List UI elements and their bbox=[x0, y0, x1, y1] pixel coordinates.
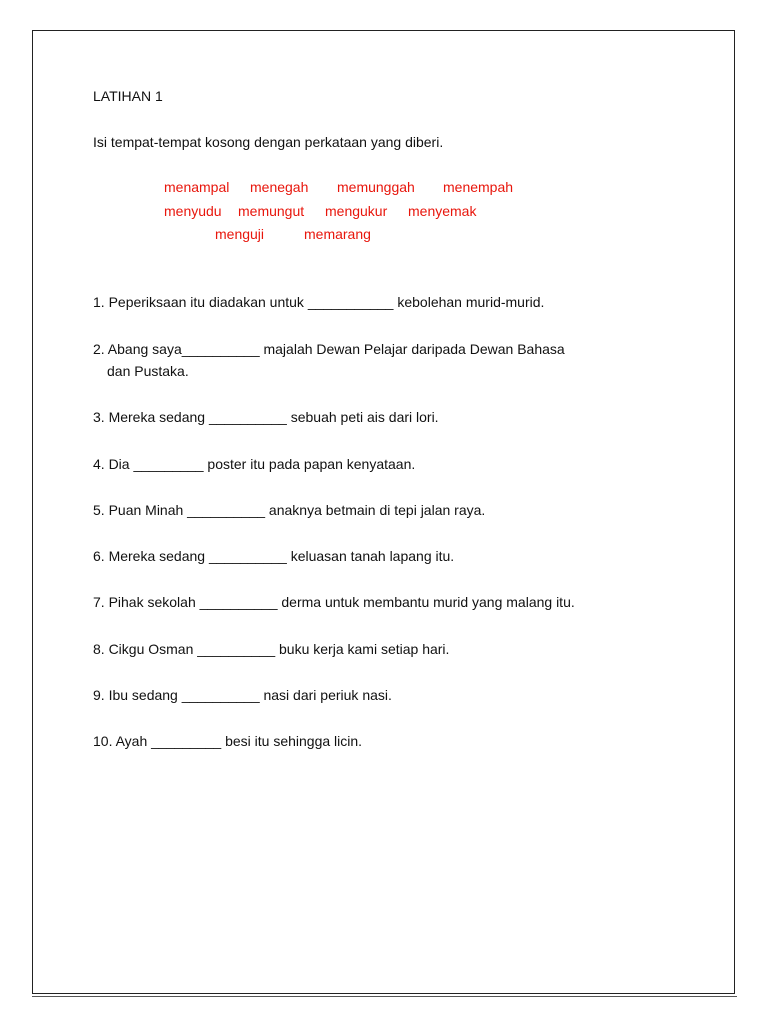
word-bank-item: memarang bbox=[304, 226, 371, 242]
word-bank-item: memungut bbox=[238, 203, 305, 219]
word-bank-item: memunggah bbox=[337, 179, 415, 195]
question-continuation: dan Pustaka. bbox=[107, 363, 189, 379]
question-item: 9. Ibu sedang __________ nasi dari periuk nasi. bbox=[93, 687, 392, 703]
word-bank-item: menguji bbox=[215, 226, 265, 242]
frame-bottom-rule bbox=[32, 996, 737, 997]
instruction-text: Isi tempat-tempat kosong dengan perkataan yang diberi. bbox=[93, 134, 444, 150]
question-item: 10. Ayah _________ besi itu sehingga licin. bbox=[93, 733, 363, 749]
question-item bbox=[93, 338, 565, 382]
word-bank-item: mengukur bbox=[325, 203, 388, 219]
word-bank-item: menempah bbox=[443, 179, 514, 195]
word-bank-item: menyemak bbox=[408, 203, 477, 219]
question-item: 6. Mereka sedang __________ keluasan tanah lapang itu. bbox=[93, 548, 455, 564]
question-item: 1. Peperiksaan itu diadakan untuk ___________ kebolehan murid-murid. bbox=[93, 294, 545, 310]
word-bank-item: menyudu bbox=[164, 203, 222, 219]
question-item: 5. Puan Minah __________ anaknya betmain di tepi jalan raya. bbox=[93, 502, 486, 518]
exercise-title: LATIHAN 1 bbox=[93, 88, 163, 104]
question-item: 7. Pihak sekolah __________ derma untuk membantu murid yang malang itu. bbox=[93, 594, 575, 610]
word-bank-item: menegah bbox=[250, 179, 309, 195]
question-item: 4. Dia _________ poster itu pada papan kenyataan. bbox=[93, 456, 416, 472]
question-line: 2. Abang saya__________ majalah Dewan Pelajar daripada Dewan Bahasa bbox=[93, 341, 565, 357]
word-bank-item: menampal bbox=[164, 179, 230, 195]
question-item: 8. Cikgu Osman __________ buku kerja kami setiap hari. bbox=[93, 641, 450, 657]
question-item: 3. Mereka sedang __________ sebuah peti ais dari lori. bbox=[93, 409, 439, 425]
